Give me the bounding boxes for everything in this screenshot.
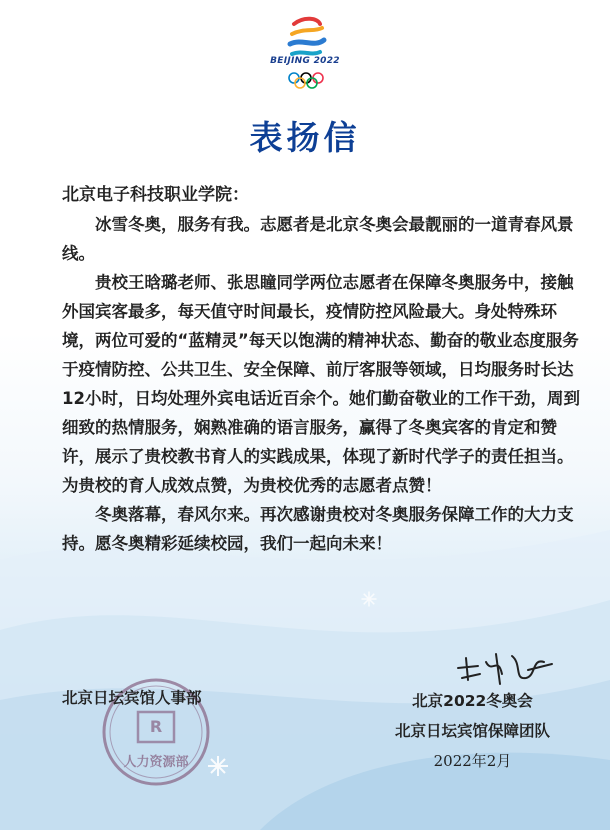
footer-right-block — [395, 686, 550, 776]
paragraph: 贵校王晗璐老师、张思瞳同学两位志愿者在保障冬奥服务中，接触外国宾客最多，每天值守时间最长，疫情防控风险最大。身处特殊环境，两位可爱的“蓝精灵”每天以饱满的精神状态、勤奋的敬业态度服务于疫情防控、公共卫生、安全保障、前厅客服等领域，日均服务时长达12小时，日均处理外宾电话近百余个。她们勤奋敬业的工作干劲，周到细致的热情服务，娴熟准确的语言服务，赢得了冬奥宾客的肯定和赞许，展示了贵校教书育人的实践成果，体现了新时代学子的责任担当。为贵校的育人成效点赞，为贵校优秀的志愿者点赞！ — [62, 273, 580, 495]
footer-right-org-line1: 北京2022冬奥会 — [412, 692, 533, 710]
page-title: 表扬信 — [249, 118, 361, 157]
letter-date: 2022年2月 — [433, 752, 512, 770]
paragraph: 冬奥落幕，春风尔来。再次感谢贵校对冬奥服务保障工作的大力支持。愿冬奥精彩延续校园，我们一起向未来！ — [62, 505, 574, 553]
paragraph: 冰雪冬奥，服务有我。志愿者是北京冬奥会最靓丽的一道青春风景线。 — [62, 215, 574, 263]
svg-text:R: R — [149, 717, 163, 736]
snowflake-icon — [360, 590, 378, 608]
footer-right-org-line2: 北京日坛宾馆保障团队 — [394, 722, 550, 740]
beijing-2022-emblem-icon — [278, 14, 334, 94]
salutation: 北京电子科技职业学院： — [62, 185, 249, 205]
logo-text: BEIJING 2022 — [270, 56, 340, 66]
footer-left-organization: 北京日坛宾馆人事部 — [62, 689, 202, 707]
handwritten-signature — [452, 644, 562, 688]
letter-body — [62, 210, 582, 558]
svg-text:人力资源部: 人力资源部 — [123, 755, 189, 770]
